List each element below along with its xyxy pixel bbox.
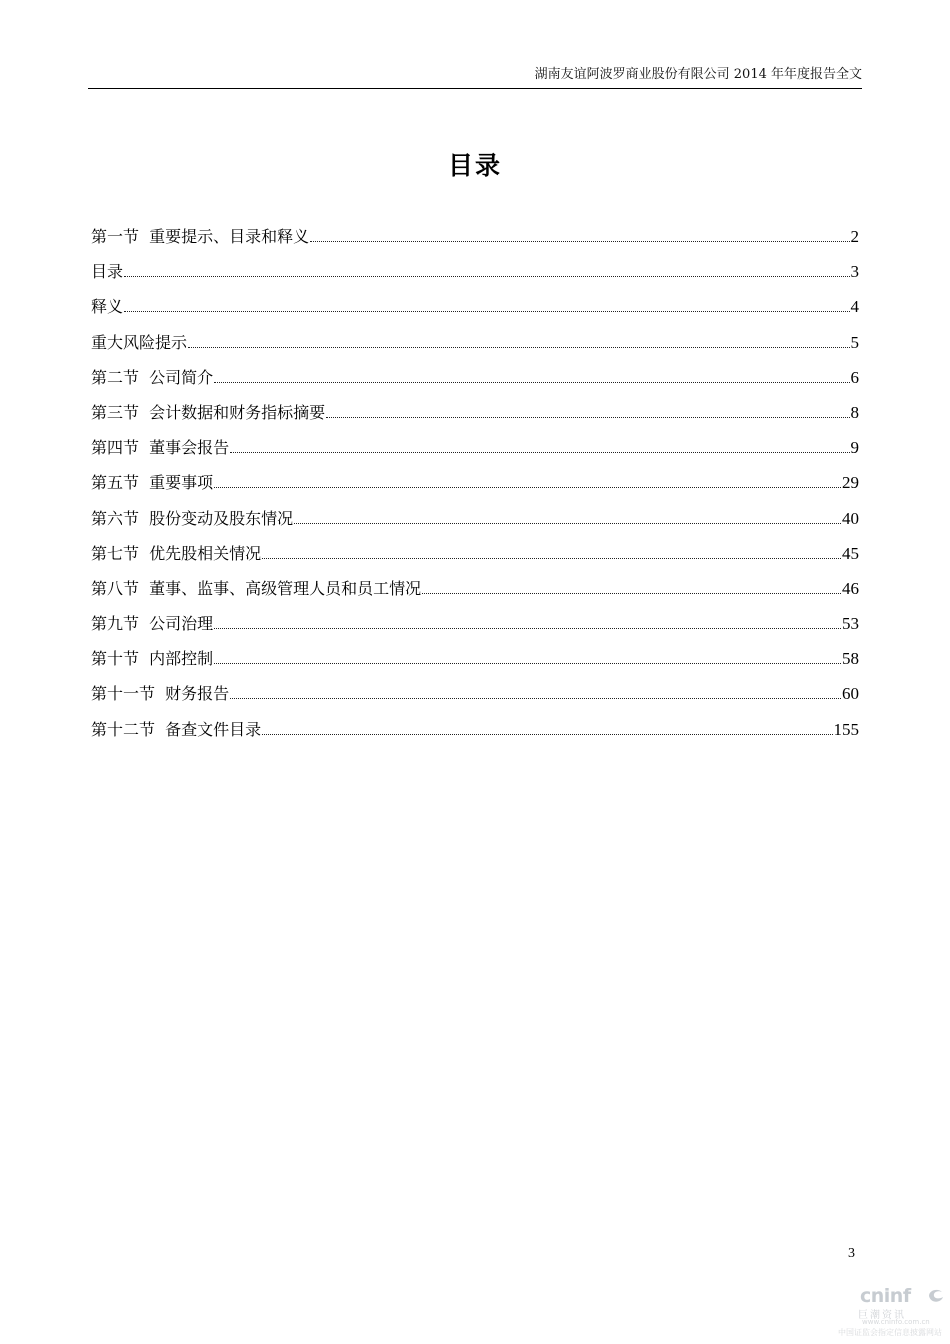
toc-dot-leader bbox=[124, 307, 849, 312]
toc-entry-page: 46 bbox=[842, 578, 859, 598]
toc-entry-label: 第六节 股份变动及股东情况 bbox=[91, 508, 294, 528]
toc-entry-page: 8 bbox=[850, 402, 859, 422]
toc-entry-label: 第八节 董事、监事、高级管理人员和员工情况 bbox=[91, 578, 422, 598]
toc-dot-leader bbox=[214, 624, 841, 629]
toc-dot-leader bbox=[262, 730, 832, 735]
toc-entry[interactable] bbox=[91, 541, 859, 576]
toc-entry[interactable] bbox=[91, 681, 859, 716]
toc-entry-page: 40 bbox=[842, 508, 859, 528]
toc-entry-page: 6 bbox=[850, 367, 859, 387]
toc-dot-leader bbox=[124, 272, 849, 277]
toc-entry-page: 29 bbox=[842, 473, 859, 493]
toc-entry[interactable] bbox=[91, 611, 859, 646]
toc-entry-page: 4 bbox=[850, 297, 859, 317]
toc-dot-leader bbox=[310, 237, 849, 242]
toc-dot-leader bbox=[294, 519, 841, 524]
page-number: 3 bbox=[848, 1246, 855, 1261]
toc-dot-leader bbox=[326, 413, 849, 418]
toc-entry-label: 第四节 董事会报告 bbox=[91, 438, 230, 458]
toc-entry-page: 45 bbox=[842, 543, 859, 563]
toc-entry-label: 目录 bbox=[91, 262, 124, 282]
toc-entry-page: 3 bbox=[850, 262, 859, 282]
toc-entry-label: 第五节 重要事项 bbox=[91, 473, 214, 493]
toc-entry-page: 2 bbox=[850, 227, 859, 246]
toc-dot-leader bbox=[262, 554, 841, 559]
cninfo-logo-text: cninf bbox=[860, 1285, 911, 1307]
toc-entry-label: 第十二节 备查文件目录 bbox=[91, 719, 262, 739]
toc-entry[interactable] bbox=[91, 294, 859, 329]
toc-dot-leader bbox=[214, 659, 841, 664]
page-title: 目录 bbox=[447, 151, 502, 180]
table-of-contents bbox=[91, 224, 859, 752]
toc-entry[interactable] bbox=[91, 259, 859, 294]
toc-entry-page: 53 bbox=[842, 614, 859, 634]
toc-dot-leader bbox=[230, 694, 841, 699]
swirl-icon bbox=[926, 1286, 946, 1306]
toc-entry[interactable] bbox=[91, 717, 859, 752]
toc-entry-label: 第十节 内部控制 bbox=[91, 649, 214, 669]
toc-entry-label: 第九节 公司治理 bbox=[91, 614, 214, 634]
toc-entry[interactable] bbox=[91, 576, 859, 611]
toc-entry-label: 第十一节 财务报告 bbox=[91, 684, 230, 704]
toc-entry-label: 第三节 会计数据和财务指标摘要 bbox=[91, 402, 326, 422]
toc-entry-page: 9 bbox=[850, 438, 859, 458]
toc-dot-leader bbox=[214, 483, 841, 488]
toc-entry-label: 第二节 公司简介 bbox=[91, 367, 214, 387]
toc-entry[interactable] bbox=[91, 646, 859, 681]
toc-entry-page: 58 bbox=[842, 649, 859, 669]
running-header: 湖南友谊阿波罗商业股份有限公司 2014 年年度报告全文 bbox=[534, 67, 862, 82]
toc-entry-label: 重大风险提示 bbox=[91, 332, 188, 352]
header-rule bbox=[88, 88, 862, 89]
toc-entry-page: 60 bbox=[842, 684, 859, 704]
toc-entry-label: 第一节 重要提示、目录和释义 bbox=[91, 227, 310, 246]
toc-entry[interactable] bbox=[91, 470, 859, 505]
cninfo-org: 中国证监会指定信息披露网站 bbox=[838, 1328, 942, 1337]
toc-dot-leader bbox=[188, 343, 849, 348]
toc-entry[interactable] bbox=[91, 506, 859, 541]
toc-entry-label: 释义 bbox=[91, 297, 124, 317]
toc-entry-page: 155 bbox=[833, 719, 859, 739]
toc-dot-leader bbox=[230, 448, 849, 453]
cninfo-watermark bbox=[836, 1283, 946, 1339]
toc-entry[interactable] bbox=[91, 365, 859, 400]
toc-entry-label: 第七节 优先股相关情况 bbox=[91, 543, 262, 563]
cninfo-chinese-name: 巨潮资讯 bbox=[858, 1310, 906, 1321]
toc-dot-leader bbox=[422, 589, 841, 594]
toc-dot-leader bbox=[214, 378, 849, 383]
toc-entry[interactable] bbox=[91, 224, 859, 259]
toc-entry[interactable] bbox=[91, 400, 859, 435]
cninfo-url: www.cninfo.com.cn bbox=[862, 1318, 930, 1326]
toc-entry[interactable] bbox=[91, 435, 859, 470]
toc-entry[interactable] bbox=[91, 330, 859, 365]
toc-entry-page: 5 bbox=[850, 332, 859, 352]
